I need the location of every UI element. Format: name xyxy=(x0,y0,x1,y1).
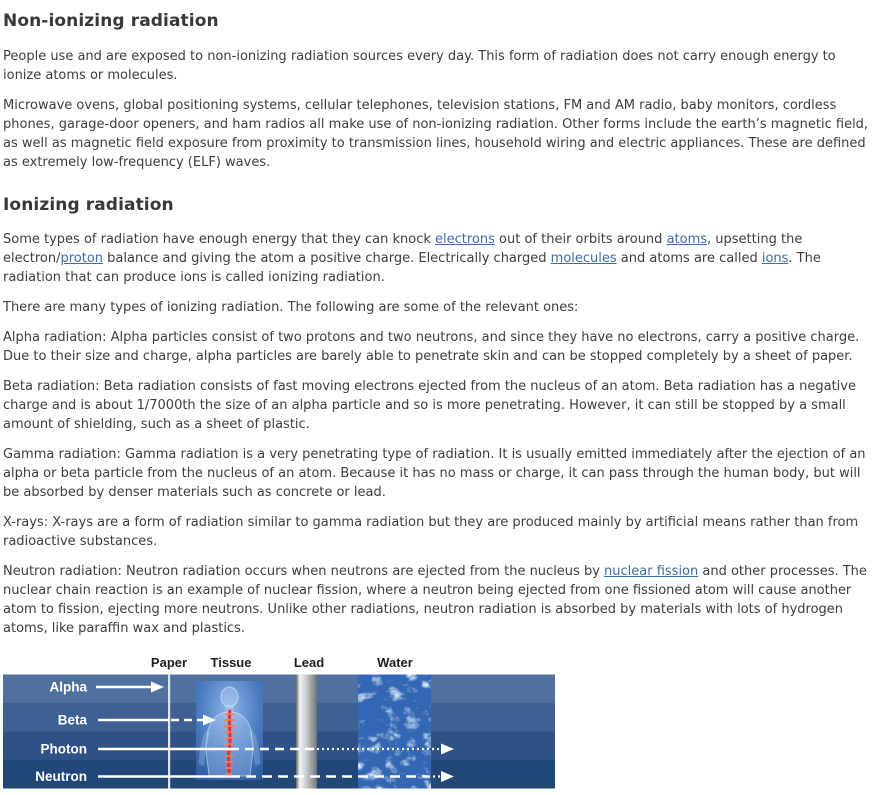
text-run: Microwave ovens, global positioning systems, cellular telephones, television stations, FM and AM radio, baby monitors, cordless phones, garage-door openers, and ham radios all make use of non-ionizing radiation. Other forms include the earth’s magnetic field, as well as magnetic field exposure from proximity to transmission lines, household wiring and electric appliances. These are defined as extremely low-frequency (ELF) waves. xyxy=(3,98,869,170)
paragraph xyxy=(3,377,875,434)
text-run: Gamma radiation: Gamma radiation is a very penetrating type of radiation. It is usually emitted immediately after the ejection of an alpha or beta particle from the nucleus of an atom. Because it has no mass or charge, it can pass through the human body, but will be absorbed by denser materials such as concrete or lead. xyxy=(3,447,866,500)
inline-link[interactable]: atoms xyxy=(666,232,708,247)
text-run: and other processes. The nuclear chain reaction is an example of nuclear fission, where a neutron being ejected from one fissioned atom will cause another atom to fission, ejecting more neutrons. Unlike other radiations, neutron radiation is absorbed by materials with lots of hydrogen atoms, like paraffin wax and plastics. xyxy=(3,564,867,636)
text-run: , upsetting the electron/ xyxy=(3,232,803,266)
paragraph xyxy=(3,562,875,638)
paragraph xyxy=(3,328,875,366)
text-run: . The radiation that can produce ions is called ionizing radiation. xyxy=(3,251,821,285)
inline-link[interactable]: molecules xyxy=(550,251,617,266)
text-run: There are many types of ionizing radiation. The following are some of the relevant ones: xyxy=(3,300,579,315)
radiation-penetration-figure xyxy=(3,650,875,795)
paragraph xyxy=(3,513,875,551)
text-run: Neutron radiation: Neutron radiation occurs when neutrons are ejected from the nucleus by xyxy=(3,564,605,579)
ray-label-photon: Photon xyxy=(40,741,87,757)
lead-barrier xyxy=(296,675,317,789)
water-barrier xyxy=(358,675,431,789)
ray-label-alpha: Alpha xyxy=(49,679,87,695)
ray-label-neutron: Neutron xyxy=(35,769,87,784)
radiation-penetration-diagram xyxy=(3,650,555,789)
tissue-barrier xyxy=(196,681,263,780)
text-run: and atoms are called xyxy=(616,251,762,266)
text-run: balance and giving the atom a positive charge. Electrically charged xyxy=(103,251,551,266)
paragraph xyxy=(3,96,875,172)
inline-link[interactable]: ions xyxy=(761,251,789,266)
paragraph xyxy=(3,47,875,85)
material-label-paper: Paper xyxy=(150,655,188,670)
material-label-water: Water xyxy=(377,655,413,670)
ray-label-beta: Beta xyxy=(57,712,87,728)
text-run: out of their orbits around xyxy=(494,232,667,247)
text-run: People use and are exposed to non-ionizing radiation sources every day. This form of radiation does not carry enough energy to ionize atoms or molecules. xyxy=(3,49,836,83)
material-label-tissue: Tissue xyxy=(210,655,252,670)
text-run: Beta radiation: Beta radiation consists of fast moving electrons ejected from the nucleus of an atom. Beta radiation has a negative charge and is about 1/7000th the size of an alpha particle and so is more penetrating. However, it can still be stopped by a small amount of shielding, such as a sheet of plastic. xyxy=(3,379,856,432)
paper-barrier xyxy=(168,675,170,789)
material-label-lead: Lead xyxy=(293,655,325,670)
section-heading-non-ionizing: Non-ionizing radiation xyxy=(3,11,219,31)
section-heading-ionizing: Ionizing radiation xyxy=(3,195,174,215)
paragraph xyxy=(3,230,875,287)
paragraph xyxy=(3,298,875,317)
inline-link[interactable]: nuclear fission xyxy=(604,564,699,579)
paragraph xyxy=(3,445,875,502)
inline-link[interactable]: proton xyxy=(60,251,104,266)
text-run: Some types of radiation have enough energy that they can knock xyxy=(3,232,436,247)
text-run: Alpha radiation: Alpha particles consist of two protons and two neutrons, and since they have no electrons, carry a positive charge. Due to their size and charge, alpha particles are barely able to penetrate skin and can be stopped completely by a sheet of paper. xyxy=(3,330,860,364)
inline-link[interactable]: electrons xyxy=(435,232,495,247)
text-run: X-rays: X-rays are a form of radiation similar to gamma radiation but they are produced mainly by artificial means rather than from radioactive substances. xyxy=(3,515,859,549)
